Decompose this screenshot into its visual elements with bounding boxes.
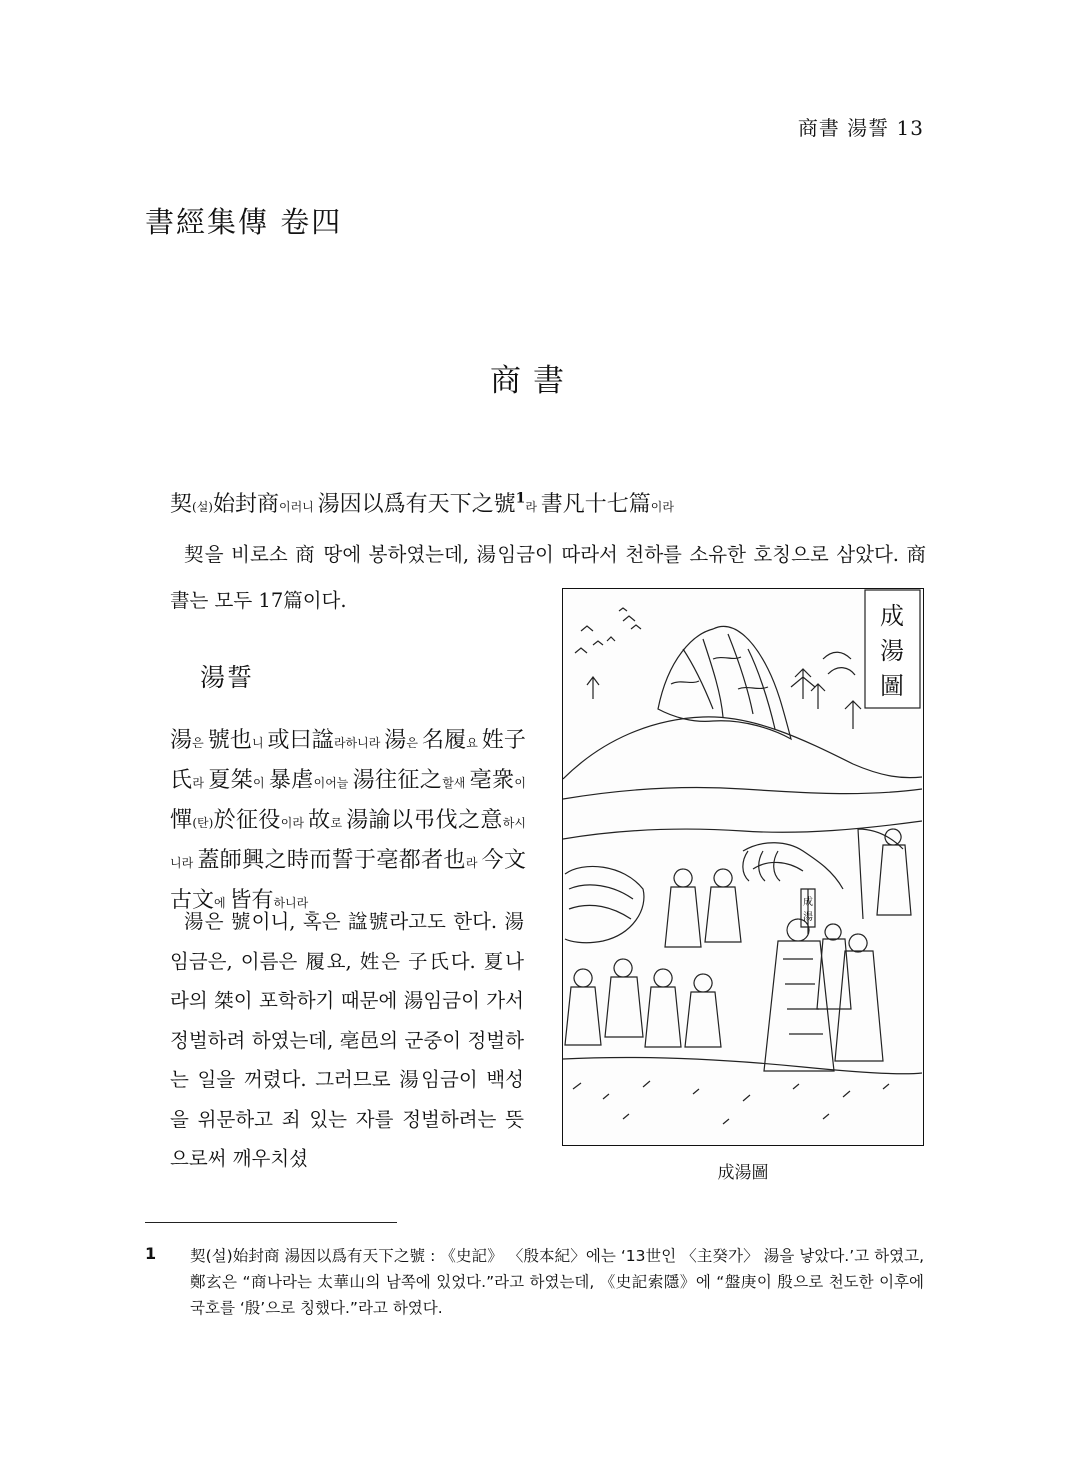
- footnote-divider: [145, 1222, 397, 1223]
- intro-original-segment: (설): [192, 500, 213, 514]
- intro-original-segment: 1: [515, 490, 526, 507]
- main-original-segment: 할새: [442, 776, 470, 790]
- illustration-figure: [562, 588, 924, 1146]
- main-original-segment: 로: [330, 816, 347, 830]
- footnote-text: 契(설)始封商 湯因以爲有天下之號 : 《史記》 〈殷本紀〉에는 ‘13世인 〈主癸가〉 湯을 낳았다.’고 하였고, 鄭玄은 “商나라는 太華山의 남쪽에 있었다.”라고 하였는데, 《史記索隱》에 “盤庚이 殷으로 천도한 이후에 국호를 ‘殷’으로 칭했다.”라고 하였다.: [190, 1247, 924, 1317]
- intro-original-segment: 始封商: [212, 492, 279, 517]
- main-original-segment: 蓋師興之時而誓于亳都者也: [197, 848, 466, 873]
- main-original-segment: 湯: [384, 728, 407, 753]
- page-number: 13: [896, 116, 924, 140]
- main-original-segment: 湯: [170, 728, 193, 753]
- inset-title-char-1: 成: [880, 602, 904, 630]
- main-original-segment: 憚: [170, 808, 193, 833]
- banner-char-2: 湯: [803, 912, 813, 923]
- intro-original-text: [170, 487, 674, 518]
- main-original-segment: 今文古文: [170, 848, 526, 913]
- intro-translation: 契을 비로소 商 땅에 봉하였는데, 湯임금이 따라서 천하를 소유한 호칭으로 삼았다. 商書는 모두 17篇이다.: [170, 543, 926, 612]
- intro-original-segment: 湯因以爲有天下之號: [317, 492, 516, 517]
- main-original-segment: 湯諭以弔伐之意: [346, 808, 503, 833]
- main-original-segment: 亳衆: [469, 768, 515, 793]
- main-original-segment: 皆有: [229, 888, 274, 913]
- inset-title-char-2: 湯: [880, 637, 904, 665]
- main-original-segment: 於征役: [213, 808, 281, 833]
- subsection-title: 湯誓: [200, 663, 255, 692]
- main-original-text: [170, 722, 526, 922]
- banner-char-1: 成: [803, 897, 813, 908]
- figure-caption: 成湯圖: [717, 1163, 769, 1183]
- main-original-segment: 湯往征之: [352, 768, 443, 793]
- intro-original-segment: 書凡十七篇: [540, 492, 651, 517]
- main-original-segment: 라: [465, 856, 482, 870]
- main-original-segment: 이어늘: [313, 776, 353, 790]
- main-original-segment: 號也: [207, 728, 252, 753]
- main-translation: 湯은 號이니, 혹은 諡號라고도 한다. 湯임금은, 이름은 履요, 姓은 子氏다. 夏나라의 桀이 포학하기 때문에 湯임금이 가서 정벌하려 하였는데, 亳邑의 군중이 정벌하는 일을 꺼렸다. 그러므로 湯임금이 백성을 위문하고 죄 있는 자를 정벌하려는 뜻으로써 깨우치셨: [170, 910, 524, 1170]
- main-original-segment: 故: [308, 808, 331, 833]
- main-original-segment: 하시니라: [170, 816, 526, 870]
- main-original-segment: 이: [253, 776, 269, 790]
- running-header: [798, 112, 924, 141]
- intro-original-segment: 이러니: [279, 500, 318, 514]
- running-title: 商書 湯誓: [797, 116, 890, 140]
- main-original-segment: 暴虐: [268, 768, 314, 793]
- main-original-segment: 은: [192, 736, 208, 750]
- section-title: 商書: [490, 363, 576, 399]
- intro-original-segment: 라: [525, 500, 541, 514]
- book-title: 書經集傳 卷四: [145, 205, 343, 239]
- main-original-segment: (탄): [192, 816, 214, 830]
- intro-original-segment: 이라: [650, 500, 674, 514]
- intro-original-segment: 契: [170, 492, 193, 517]
- inset-title-char-3: 圖: [880, 672, 904, 700]
- footnote-number: 1: [145, 1244, 157, 1263]
- main-original-segment: 라: [192, 776, 209, 790]
- main-original-segment: 이: [514, 776, 526, 790]
- main-original-segment: 요: [466, 736, 482, 750]
- main-original-segment: 名履: [421, 728, 467, 753]
- main-original-segment: 라하니라: [333, 736, 385, 750]
- main-original-segment: 或曰諡: [267, 728, 334, 753]
- main-original-segment: 姓子氏: [170, 728, 526, 793]
- main-original-segment: 에: [214, 896, 230, 910]
- main-original-segment: 은: [406, 736, 422, 750]
- main-original-segment: 이라: [280, 816, 309, 830]
- woodblock-illustration: [563, 589, 922, 1144]
- main-original-segment: 夏桀: [208, 768, 254, 793]
- main-original-segment: 하니라: [273, 896, 309, 910]
- main-original-segment: 니: [251, 736, 268, 750]
